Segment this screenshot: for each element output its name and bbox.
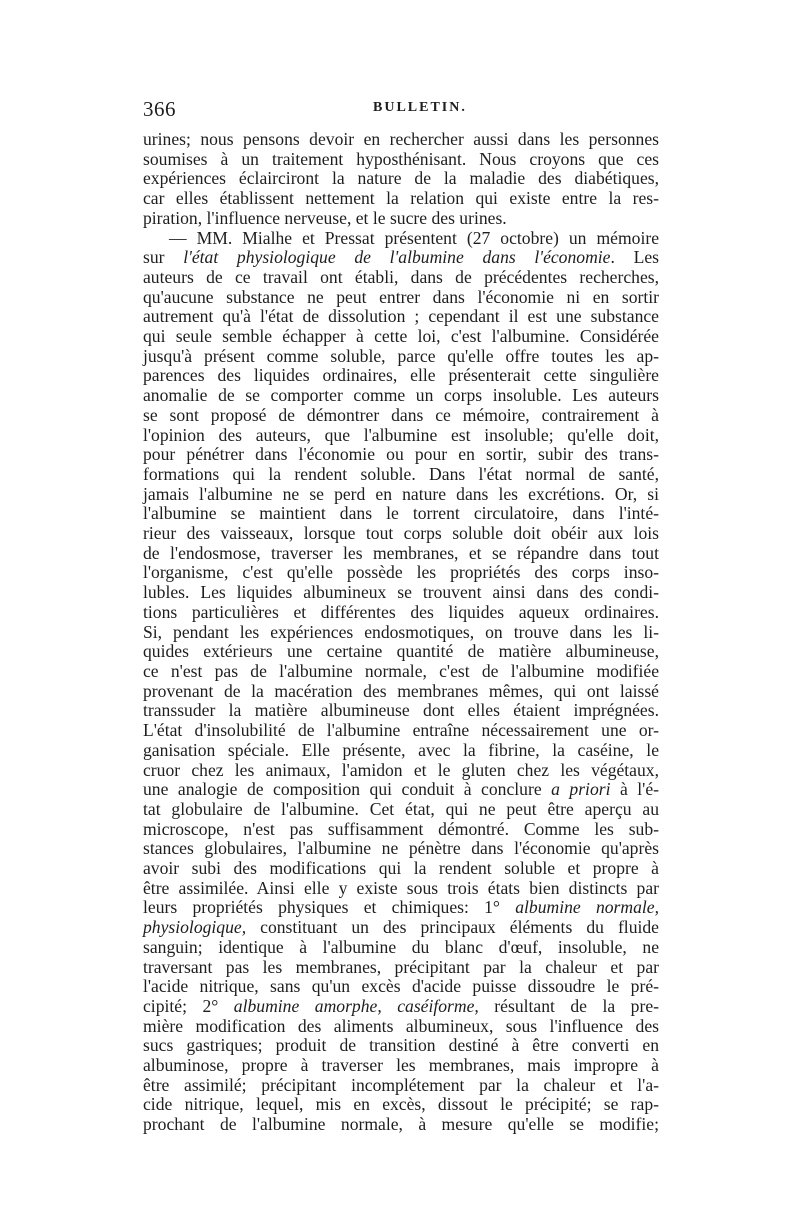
- text-segment: sucs gastriques; produit de transition destiné à être converti en: [143, 1035, 659, 1056]
- text-segment: ganisation spéciale. Elle présente, avec la fibrine, la caséine, le: [143, 739, 659, 760]
- text-segment: traversant pas les membranes, précipitant par la chaleur et par: [143, 956, 659, 977]
- text-segment: L'état d'insolubilité de l'albumine entraîne nécessairement une or-: [143, 720, 659, 741]
- text-segment: cide nitrique, lequel, mis en excès, dissout le précipité; se rap-: [143, 1094, 659, 1115]
- text-segment: formations qui la rendent soluble. Dans l'état normal de santé,: [143, 463, 659, 484]
- text-line: [143, 977, 659, 997]
- text-line: [143, 248, 659, 268]
- text-segment: soumises à un traitement hyposthénisant. Nous croyons que ces: [143, 148, 659, 169]
- text-line: [143, 603, 659, 623]
- text-line: [143, 1036, 659, 1056]
- text-line: [143, 741, 659, 761]
- text-line: [143, 859, 659, 879]
- text-line: [143, 544, 659, 564]
- text-segment: jusqu'à présent comme soluble, parce qu'elle offre toutes les ap-: [143, 345, 659, 366]
- text-line: [143, 366, 659, 386]
- text-segment: urines; nous pensons devoir en rechercher aussi dans les personnes: [143, 129, 659, 149]
- text-line: [143, 327, 659, 347]
- text-line: [143, 839, 659, 859]
- text-segment: albuminose, propre à traverser les membranes, mais impropre à: [143, 1055, 659, 1076]
- text-line: [143, 898, 659, 918]
- text-segment: prochant de l'albumine normale, à mesure qu'elle se modifie;: [143, 1114, 659, 1135]
- text-line: [143, 1095, 659, 1115]
- text-segment: quides extérieurs une certaine quantité de matière albumineuse,: [143, 641, 659, 662]
- text-segment: stances globulaires, l'albumine ne pénètre dans l'économie qu'après: [143, 838, 659, 859]
- text-line: [143, 623, 659, 643]
- text-segment: ce n'est pas de l'albumine normale, c'est de l'albumine modifiée: [143, 660, 659, 681]
- text-line: [143, 347, 659, 367]
- text-segment: l'opinion des auteurs, que l'albumine est insoluble; qu'elle doit,: [143, 424, 659, 445]
- text-line: [143, 406, 659, 426]
- text-line: [143, 583, 659, 603]
- text-line: [143, 1115, 659, 1135]
- text-segment: parences des liquides ordinaires, elle présenterait cette singulière: [143, 365, 659, 386]
- text-segment: cruor chez les animaux, l'amidon et le gluten chez les végétaux,: [143, 759, 659, 780]
- body-text: [143, 130, 659, 1135]
- text-segment: constituant un des principaux éléments du fluide: [246, 917, 659, 938]
- text-segment: cipité; 2°: [143, 995, 234, 1016]
- text-line: [143, 130, 659, 150]
- text-segment: une analogie de composition qui conduit à conclure: [143, 779, 552, 800]
- text-segment: tat globulaire de l'albumine. Cet état, qui ne peut être aperçu au: [143, 798, 659, 819]
- text-line: [143, 918, 659, 938]
- page-header: [143, 97, 658, 127]
- italic-text-segment: physiologique,: [143, 917, 247, 938]
- text-segment: jamais l'albumine ne se perd en nature dans les excrétions. Or, si: [143, 483, 659, 504]
- text-line: [143, 426, 659, 446]
- text-line: [143, 761, 659, 781]
- text-line: [143, 150, 659, 170]
- text-line: [143, 780, 659, 800]
- text-line: [143, 682, 659, 702]
- text-segment: autrement qu'à l'état de dissolution ; cependant il est une substance: [143, 306, 659, 327]
- italic-text-segment: a priori: [551, 779, 611, 800]
- text-line: [143, 721, 659, 741]
- text-segment: transsuder la matière albumineuse dont elles étaient imprégnées.: [143, 700, 659, 721]
- text-segment: provenant de la macération des membranes mêmes, qui ont laissé: [143, 680, 659, 701]
- text-line: [143, 386, 659, 406]
- text-segment: être assimilée. Ainsi elle y existe sous trois états bien distincts par: [143, 877, 659, 898]
- text-line: [143, 445, 659, 465]
- text-segment: l'albumine se maintient dans le torrent circulatoire, dans l'inté-: [143, 503, 659, 524]
- text-segment: avoir subi des modifications qui la rendent soluble et propre à: [143, 858, 659, 879]
- text-line: [143, 189, 659, 209]
- text-line: [143, 504, 659, 524]
- text-segment: tions particulières et différentes des liquides aqueux ordinaires.: [143, 601, 659, 622]
- text-segment: l'organisme, c'est qu'elle possède les propriétés des corps inso-: [143, 562, 659, 583]
- text-line: [143, 820, 659, 840]
- running-head: BULLETIN.: [373, 100, 467, 115]
- text-segment: résultant de la pre-: [478, 995, 659, 1016]
- italic-text-segment: albumine amorphe, caséiforme,: [233, 995, 479, 1016]
- text-segment: qui seule semble échapper à cette loi, c'est l'albumine. Considérée: [143, 326, 659, 347]
- italic-text-segment: albumine normale,: [515, 897, 659, 918]
- text-line: [143, 169, 659, 189]
- text-segment: mière modification des aliments albumineux, sous l'influence des: [143, 1015, 659, 1036]
- text-segment: de l'endosmose, traverser les membranes, et se répandre dans tout: [143, 542, 659, 563]
- text-segment: . Les: [610, 247, 659, 268]
- text-line: [143, 524, 659, 544]
- page-number: 366: [143, 97, 176, 121]
- text-line: [143, 1056, 659, 1076]
- text-segment: expériences éclairciront la nature de la maladie des diabétiques,: [143, 168, 659, 189]
- text-segment: sur: [143, 247, 184, 268]
- text-line: [143, 485, 659, 505]
- text-segment: sanguin; identique à l'albumine du blanc d'œuf, insoluble, ne: [143, 936, 659, 957]
- text-segment: — MM. Mialhe et Pressat présentent (27 octobre) un mémoire: [169, 227, 659, 248]
- text-line: [143, 1017, 659, 1037]
- text-line: [143, 229, 659, 249]
- text-segment: rieur des vaisseaux, lorsque tout corps soluble doit obéir aux lois: [143, 523, 659, 544]
- text-segment: à l'é-: [610, 779, 659, 800]
- text-segment: anomalie de se comporter comme un corps insoluble. Les auteurs: [143, 385, 659, 406]
- text-segment: auteurs de ce travail ont établi, dans de précédentes recherches,: [143, 266, 659, 287]
- italic-text-segment: l'état physiologique de l'albumine dans l'économie: [183, 247, 611, 268]
- text-line: [143, 209, 659, 229]
- text-segment: car elles établissent nettement la relation qui existe entre la res-: [143, 188, 659, 209]
- text-segment: être assimilé; précipitant incomplétement par la chaleur et l'a-: [143, 1074, 659, 1095]
- text-line: [143, 307, 659, 327]
- text-line: [143, 642, 659, 662]
- text-segment: pour pénétrer dans l'économie ou pour en sortir, subir des trans-: [143, 444, 659, 465]
- text-line: [143, 879, 659, 899]
- text-segment: piration, l'influence nerveuse, et le sucre des urines.: [143, 207, 507, 228]
- text-line: [143, 465, 659, 485]
- text-line: [143, 997, 659, 1017]
- text-line: [143, 800, 659, 820]
- text-line: [143, 1076, 659, 1096]
- text-segment: leurs propriétés physiques et chimiques: 1°: [143, 897, 516, 918]
- text-line: [143, 288, 659, 308]
- text-line: [143, 268, 659, 288]
- text-line: [143, 958, 659, 978]
- text-segment: lubles. Les liquides albumineux se trouvent ainsi dans des condi-: [143, 582, 659, 603]
- text-segment: microscope, n'est pas suffisamment démontré. Comme les sub-: [143, 818, 659, 839]
- text-segment: Si, pendant les expériences endosmotiques, on trouve dans les li-: [143, 621, 659, 642]
- text-segment: l'acide nitrique, sans qu'un excès d'acide puisse dissoudre le pré-: [143, 976, 659, 997]
- text-segment: se sont proposé de démontrer dans ce mémoire, contrairement à: [143, 404, 659, 425]
- text-line: [143, 938, 659, 958]
- text-segment: qu'aucune substance ne peut entrer dans l'économie ni en sortir: [143, 286, 659, 307]
- text-line: [143, 662, 659, 682]
- text-line: [143, 563, 659, 583]
- text-line: [143, 701, 659, 721]
